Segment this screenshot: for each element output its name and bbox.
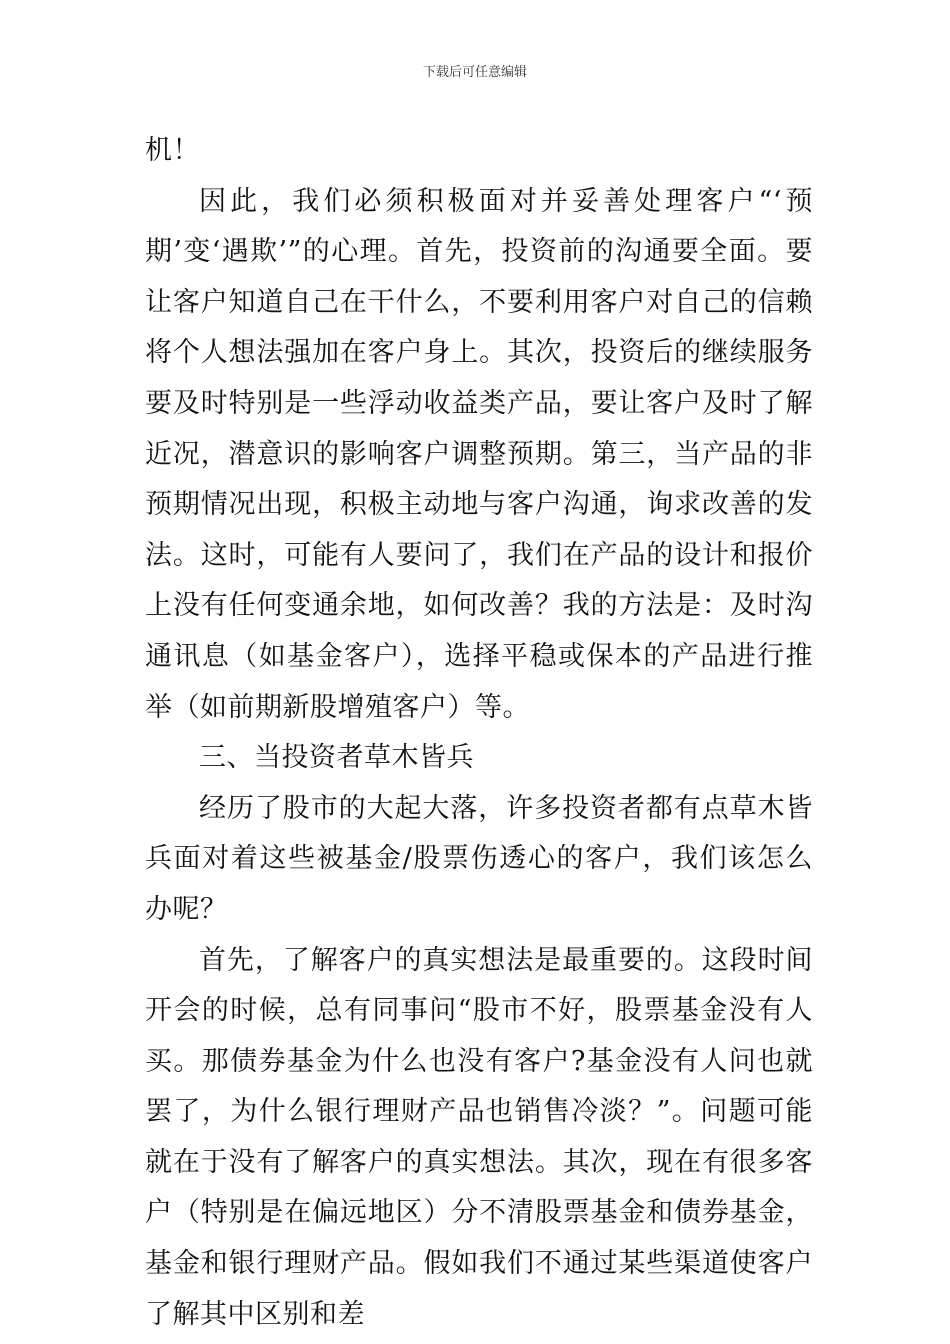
document-body <box>145 126 813 1340</box>
page-header: 下载后可任意编辑 <box>422 65 527 80</box>
paragraph-2: 因此，我们必须积极面对并妥善处理客户“‘预期’变‘遇欺’”的心理。首先，投资前的沟通要全面。要让客户知道自己在干什么，不要利用客户对自己的信赖将个人想法强加在客户身上。其次，投资后的继续服务要及时特别是一些浮动收益类产品，要让客户及时了解近况，潜意识的影响客户调整预期。第三，当产品的非预期情况出现，积极主动地与客户沟通，询求改善的发法。这时，可能有人要问了，我们在产品的设计和报价上没有任何变通余地，如何改善？我的方法是：及时沟通讯息（如基金客户），选择平稳或保本的产品进行推举（如前期新股增殖客户）等。 <box>145 185 813 723</box>
paragraph-1: 机！ <box>145 135 200 166</box>
paragraph-3: 经历了股市的大起大落，许多投资者都有点草木皆兵面对着这些被基金/股票伤透心的客户，我们该怎么办呢？ <box>145 792 813 925</box>
section-heading: 三、当投资者草木皆兵 <box>199 742 474 774</box>
paragraph-4: 首先，了解客户的真实想法是最重要的。这段时间开会的时候，总有同事问“股市不好，股票基金没有人买。那债券基金为什么也没有客户?基金没有人问也就罢了，为什么银行理财产品也销售冷淡？”。问题可能就在于没有了解客户的真实想法。其次，现在有很多客户（特别是在偏远地区）分不清股票基金和债券基金，基金和银行理财产品。假如我们不通过某些渠道使客户了解其中区别和差 <box>145 944 813 1330</box>
